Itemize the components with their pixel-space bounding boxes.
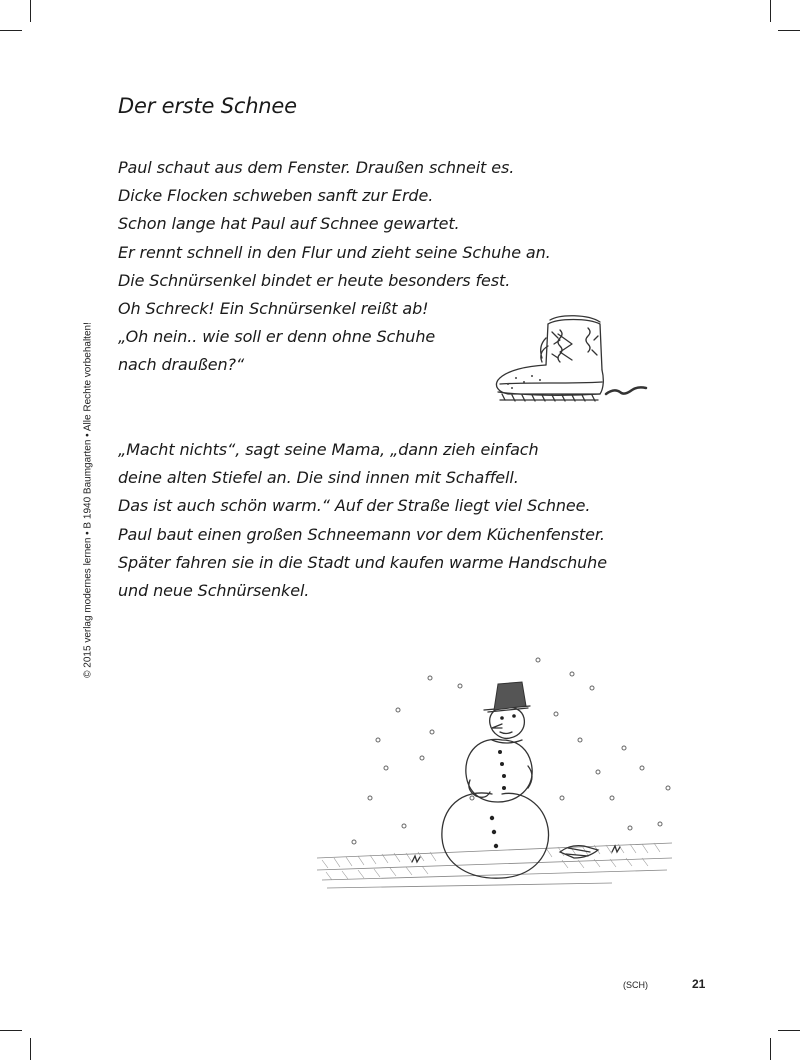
text-line: deine alten Stiefel an. Die sind innen mit Schaffell. (118, 468, 519, 488)
text-line: Später fahren sie in die Stadt und kaufen warme Handschuhe (118, 552, 607, 572)
boot-illustration (488, 310, 658, 410)
crop-mark-bottom-right-h (778, 1030, 800, 1031)
text-line: Das ist auch schön warm.“ Auf der Straße liegt viel Schnee. (118, 496, 591, 516)
crop-mark-bottom-left (30, 1038, 31, 1060)
snowman-illustration (312, 648, 682, 898)
crop-mark-top-right (770, 0, 771, 22)
text-line: „Oh nein.. wie soll er denn ohne Schuhe (118, 327, 436, 347)
copyright-notice: © 2015 verlag modernes lernen • B 1940 Baumgarten • Alle Rechte vorbehalten! (82, 322, 94, 678)
page-title: Der erste Schnee (118, 94, 297, 118)
text-line: und neue Schnürsenkel. (118, 581, 310, 601)
text-line: nach draußen?“ (118, 355, 245, 375)
crop-mark-bottom-left-h (0, 1030, 22, 1031)
text-line: „Macht nichts“, sagt seine Mama, „dann zieh einfach (118, 440, 539, 459)
text-line: Dicke Flocken schweben sanft zur Erde. (118, 186, 434, 206)
story-paragraph-2 (118, 436, 607, 605)
story-paragraph-1 (118, 154, 551, 380)
text-line: Paul baut einen großen Schneemann vor dem Küchenfenster. (118, 524, 605, 544)
text-line: Oh Schreck! Ein Schnürsenkel reißt ab! (118, 299, 429, 319)
crop-mark-top-left-h (0, 30, 22, 31)
crop-mark-top-left (30, 0, 31, 22)
crop-mark-bottom-right (770, 1038, 771, 1060)
text-line: Schon lange hat Paul auf Schnee gewartet. (118, 214, 460, 234)
text-line: Die Schnürsenkel bindet er heute besonders fest. (118, 270, 511, 290)
page-number: 21 (692, 977, 706, 991)
text-line: Paul schaut aus dem Fenster. Draußen schneit es. (118, 158, 515, 177)
crop-mark-top-right-h (778, 30, 800, 31)
section-code: (SCH) (623, 980, 648, 990)
text-line: Er rennt schnell in den Flur und zieht seine Schuhe an. (118, 242, 551, 262)
